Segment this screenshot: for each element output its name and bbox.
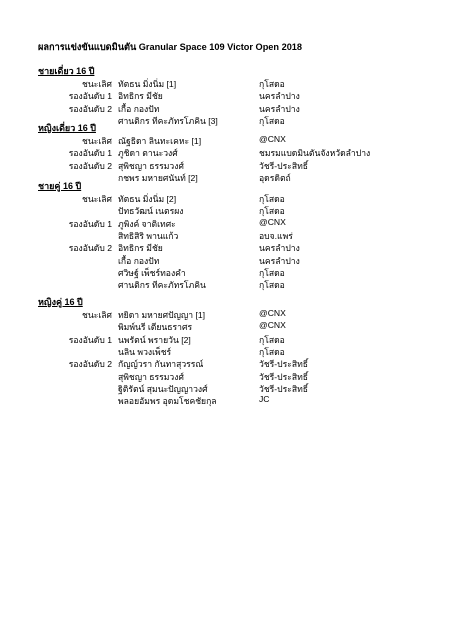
result-row bbox=[0, 217, 452, 228]
result-row bbox=[0, 254, 452, 265]
player-name: นลิน พวงเพ็ชร์ bbox=[118, 346, 172, 357]
player-club: กุโสดอ bbox=[259, 267, 285, 278]
player-club: @CNX bbox=[259, 216, 286, 227]
result-rank: ชนะเลิศ bbox=[82, 310, 112, 320]
result-rank: รองอันดับ 2 bbox=[68, 103, 112, 114]
result-row bbox=[0, 266, 452, 277]
result-row bbox=[0, 382, 452, 393]
player-club: วัชรี-ประสิทธิ์ bbox=[259, 371, 308, 382]
result-row bbox=[0, 357, 452, 368]
player-name: เกื้อ กองปัท bbox=[118, 103, 160, 114]
player-club: วัชรี-ประสิทธิ์ bbox=[259, 359, 308, 370]
result-rank: รองอันดับ 1 bbox=[68, 91, 112, 102]
result-rank: รองอันดับ 2 bbox=[68, 359, 112, 370]
player-club: กุโสดอ bbox=[259, 206, 285, 217]
player-club: ชมรมแบดมินตันจังหวัดลำปาง bbox=[259, 148, 371, 159]
player-name: ภูพิงค์ จาติเทศะ bbox=[118, 218, 176, 229]
player-name: นพรัตน์ พรายวัน [2] bbox=[118, 334, 191, 345]
player-name: ศวิษฐ์ เพ็ชร์ทองคำ bbox=[118, 267, 186, 278]
player-name: กชพร มหายศนันท์ [2] bbox=[118, 172, 198, 183]
result-row bbox=[0, 320, 452, 331]
result-row bbox=[0, 345, 452, 356]
section-heading: หญิงเดี่ยว 16 ปี bbox=[38, 123, 96, 133]
result-row bbox=[0, 370, 452, 381]
player-club: JC bbox=[259, 394, 270, 405]
player-name: ภูชิดา ตานะวงศ์ bbox=[118, 148, 178, 159]
player-name: ทัตธน มิ่งนิ่ม [2] bbox=[118, 194, 177, 204]
result-row bbox=[0, 308, 452, 319]
player-club: กุโสดอ bbox=[259, 194, 285, 204]
result-row bbox=[0, 102, 452, 113]
player-name: สุพิชญา ธรรมวงศ์ bbox=[118, 160, 184, 171]
player-name: เกื้อ กองปัท bbox=[118, 255, 160, 266]
player-name: ทัตธน มิ่งนิ่ม [1] bbox=[118, 79, 177, 89]
player-name: ฐิติรัตน์ สุมนะปัญญาวงศ์ bbox=[118, 383, 208, 394]
player-name: พิมพ์นรี เตียนธราศร bbox=[118, 322, 193, 333]
result-row bbox=[0, 77, 452, 88]
player-club: กุโสดอ bbox=[259, 79, 285, 89]
player-club: นครลำปาง bbox=[259, 243, 300, 254]
player-name: ณัฐธิดา ลินทะเคหะ [1] bbox=[118, 136, 202, 146]
result-row bbox=[0, 134, 452, 145]
result-rank: รองอันดับ 2 bbox=[68, 160, 112, 171]
player-name: สุพิชญา ธรรมวงศ์ bbox=[118, 371, 184, 382]
player-name: อิทธิกร มีชัย bbox=[118, 91, 163, 102]
player-name: สิทธิสิริ พานแก้ว bbox=[118, 230, 179, 241]
player-name: กัญญ์วรา กันทาสุวรรณ์ bbox=[118, 359, 204, 370]
player-club: @CNX bbox=[259, 320, 286, 331]
player-club: @CNX bbox=[259, 308, 286, 318]
result-row bbox=[0, 229, 452, 240]
player-club: กุโสดอ bbox=[259, 346, 285, 357]
result-rank: รองอันดับ 1 bbox=[68, 148, 112, 159]
result-row bbox=[0, 146, 452, 157]
result-row bbox=[0, 394, 452, 405]
section-heading: ชายคู่ 16 ปี bbox=[38, 181, 82, 191]
result-row bbox=[0, 333, 452, 344]
player-club: อุดรดิตถ์ bbox=[259, 172, 291, 183]
result-row bbox=[0, 278, 452, 289]
player-club: นครลำปาง bbox=[259, 255, 300, 266]
player-name: ทยิดา มหายศปัญญา [1] bbox=[118, 310, 206, 320]
player-club: นครลำปาง bbox=[259, 91, 300, 102]
result-row bbox=[0, 192, 452, 203]
result-rank: ชนะเลิศ bbox=[82, 136, 112, 146]
result-rank: รองอันดับ 1 bbox=[68, 218, 112, 229]
player-name: ปัทธวัฒน์ เนตรผง bbox=[118, 206, 184, 217]
player-name: ศานติกร ทีคะภัทรโภคิน [3] bbox=[118, 115, 218, 126]
result-rank: รองอันดับ 1 bbox=[68, 334, 112, 345]
result-row bbox=[0, 89, 452, 100]
result-rank: รองอันดับ 2 bbox=[68, 243, 112, 254]
player-club: วัชรี-ประสิทธิ์ bbox=[259, 160, 308, 171]
player-name: พลอยอัมพร อุดมโชคชัยกุล bbox=[118, 396, 217, 407]
player-name: ศานติกร ทีคะภัทรโภคิน bbox=[118, 280, 206, 291]
player-club: วัชรี-ประสิทธิ์ bbox=[259, 383, 308, 394]
player-club: อบจ.แพร่ bbox=[259, 230, 293, 241]
result-rank: ชนะเลิศ bbox=[82, 79, 112, 89]
player-club: นครลำปาง bbox=[259, 103, 300, 114]
player-name: อิทธิกร มีชัย bbox=[118, 243, 163, 254]
result-rank: ชนะเลิศ bbox=[82, 194, 112, 204]
section-heading: หญิงคู่ 16 ปี bbox=[38, 297, 83, 307]
document-title: ผลการแข่งขันแบดมินตัน Granular Space 109 Victor Open 2018 bbox=[38, 42, 303, 52]
player-club: กุโสดอ bbox=[259, 115, 285, 126]
result-row bbox=[0, 241, 452, 252]
section-heading: ชายเดี่ยว 16 ปี bbox=[38, 66, 95, 76]
player-club: กุโสดอ bbox=[259, 280, 285, 291]
result-row bbox=[0, 204, 452, 215]
result-row bbox=[0, 159, 452, 170]
player-club: กุโสดอ bbox=[259, 334, 285, 345]
player-club: @CNX bbox=[259, 134, 286, 144]
